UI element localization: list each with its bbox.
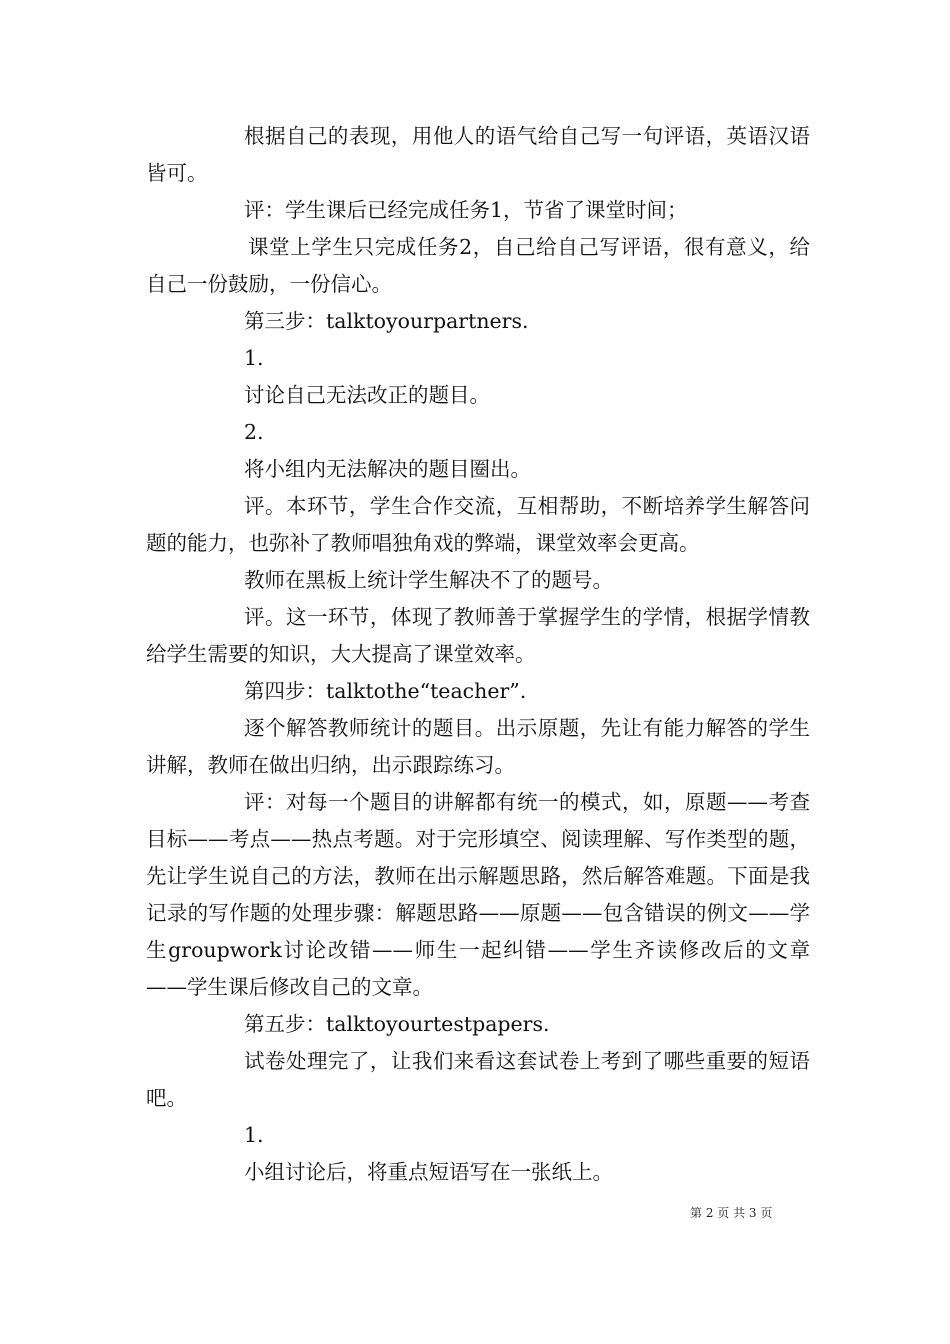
- paragraph: 评。这一环节，体现了教师善于掌握学生的学情，根据学情教给学生需要的知识，大大提高了课堂效率。: [146, 605, 810, 666]
- paragraph: 讨论自己无法改正的题目。: [244, 383, 490, 407]
- section-heading: 第四步：talktothe“teacher”.: [244, 679, 527, 703]
- paragraph: 课堂上学生只完成任务2，自己给自己写评语，很有意义，给自己一份鼓励，一份信心。: [146, 235, 810, 296]
- list-number: 2.: [244, 420, 264, 444]
- section-heading: 第五步：talktoyourtestpapers.: [244, 1012, 550, 1036]
- paragraph: 根据自己的表现，用他人的语气给自己写一句评语，英语汉语皆可。: [146, 124, 810, 185]
- section-heading: 第三步：talktoyourpartners.: [244, 309, 529, 333]
- paragraph: 将小组内无法解决的题目圈出。: [244, 457, 531, 481]
- paragraph: 逐个解答教师统计的题目。出示原题，先让有能力解答的学生讲解，教师在做出归纳，出示跟踪练习。: [146, 716, 810, 777]
- list-number: 1.: [244, 1123, 264, 1147]
- page-footer: 第 2 页 共 3 页: [690, 1206, 773, 1220]
- paragraph: 评：对每一个题目的讲解都有统一的模式，如，原题——考查目标——考点——热点考题。对于完形填空、阅读理解、写作类型的题，先让学生说自己的方法，教师在出示解题思路，然后解答难题。下面是我记录的写作题的处理步骤：解题思路——原题——包含错误的例文——学生groupwork讨论改错——师生一起纠错——学生齐读修改后的文章——学生课后修改自己的文章。: [146, 790, 810, 999]
- paragraph: 试卷处理完了，让我们来看这套试卷上考到了哪些重要的短语吧。: [146, 1049, 810, 1110]
- paragraph: 教师在黑板上统计学生解决不了的题号。: [244, 568, 613, 592]
- paragraph: 小组讨论后，将重点短语写在一张纸上。: [244, 1160, 613, 1184]
- paragraph: 评。本环节，学生合作交流，互相帮助，不断培养学生解答问题的能力，也弥补了教师唱独角戏的弊端，课堂效率会更高。: [146, 494, 810, 555]
- paragraph: 评：学生课后已经完成任务1，节省了课堂时间；: [244, 198, 688, 222]
- list-number: 1.: [244, 346, 264, 370]
- document-body: [146, 118, 810, 1191]
